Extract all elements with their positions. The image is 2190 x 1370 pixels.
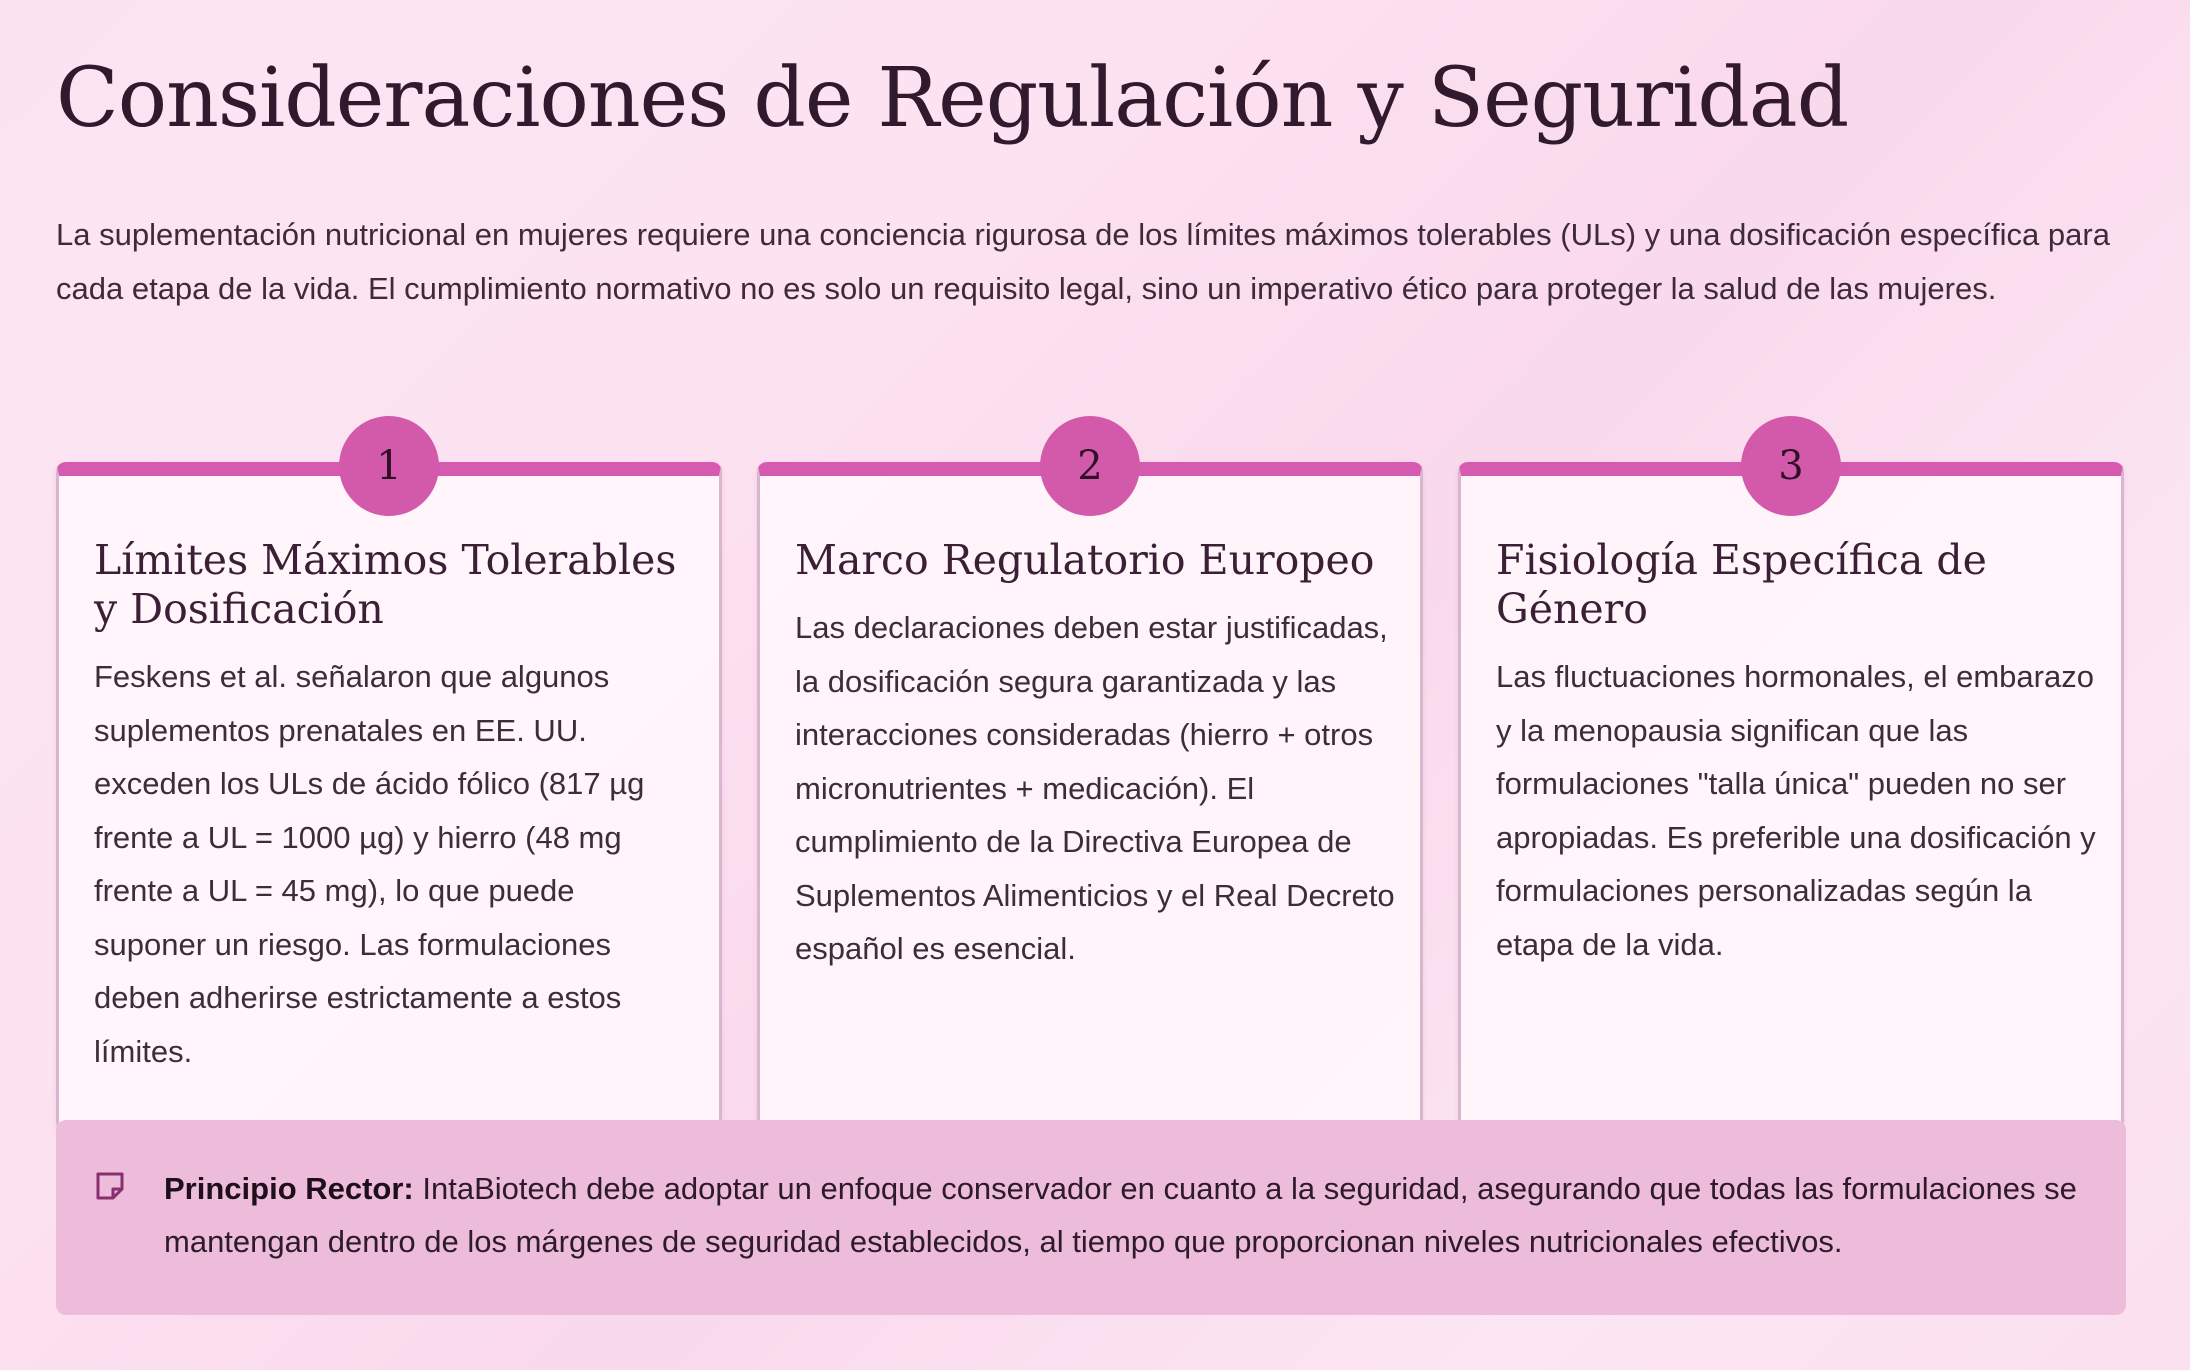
card-regulatory-framework bbox=[757, 443, 1423, 1132]
card-limits bbox=[56, 443, 722, 1132]
card-number-badge: 2 bbox=[1040, 416, 1140, 516]
callout-body: IntaBiotech debe adoptar un enfoque conservador en cuanto a la seguridad, asegurando que todas las formulaciones se mantengan dentro de los márgenes de seguridad establecidos, al tiempo que proporcionan niveles nutricionales efectivos. bbox=[164, 1171, 2077, 1259]
card-number-badge: 1 bbox=[339, 416, 439, 516]
card-gender-physiology bbox=[1458, 443, 2124, 1132]
card-title: Fisiología Específica de Género bbox=[1496, 536, 1987, 633]
page-content bbox=[56, 50, 2126, 1259]
consideration-cards bbox=[56, 410, 2126, 1132]
card-title: Límites Máximos Tolerables y Dosificación bbox=[94, 536, 677, 633]
card-title: Marco Regulatorio Europeo bbox=[795, 536, 1375, 584]
page-title: Consideraciones de Regulación y Seguridad bbox=[56, 51, 1849, 146]
card-body: Las fluctuaciones hormonales, el embarazo y la menopausia significan que las formulaciones "talla única" pueden no ser apropiadas. Es preferible una dosificación y formulaciones personalizadas según la etapa de la vida. bbox=[1496, 659, 2096, 962]
callout-text bbox=[164, 1162, 2094, 1268]
note-icon bbox=[94, 1170, 126, 1202]
intro-paragraph: La suplementación nutricional en mujeres requiere una conciencia rigurosa de los límites máximos tolerables (ULs) y una dosificación específica para cada etapa de la vida. El cumplimiento normativo no es solo un requisito legal, sino un imperativo ético para proteger la salud de las mujeres. bbox=[56, 217, 2110, 307]
callout-label: Principio Rector: bbox=[164, 1171, 414, 1206]
card-number-badge: 3 bbox=[1741, 416, 1841, 516]
card-body: Feskens et al. señalaron que algunos suplementos prenatales en EE. UU. exceden los ULs de ácido fólico (817 µg frente a UL = 1000 µg) y hierro (48 mg frente a UL = 45 mg), lo que puede suponer un riesgo. Las formulaciones deben adherirse estrictamente a estos límites. bbox=[94, 659, 645, 1069]
card-body: Las declaraciones deben estar justificadas, la dosificación segura garantizada y las interacciones consideradas (hierro + otros micronutrientes + medicación). El cumplimiento de la Directiva Europea de Suplementos Alimenticios y el Real Decreto español es esencial. bbox=[795, 610, 1395, 966]
guiding-principle-callout bbox=[56, 1120, 2126, 1315]
